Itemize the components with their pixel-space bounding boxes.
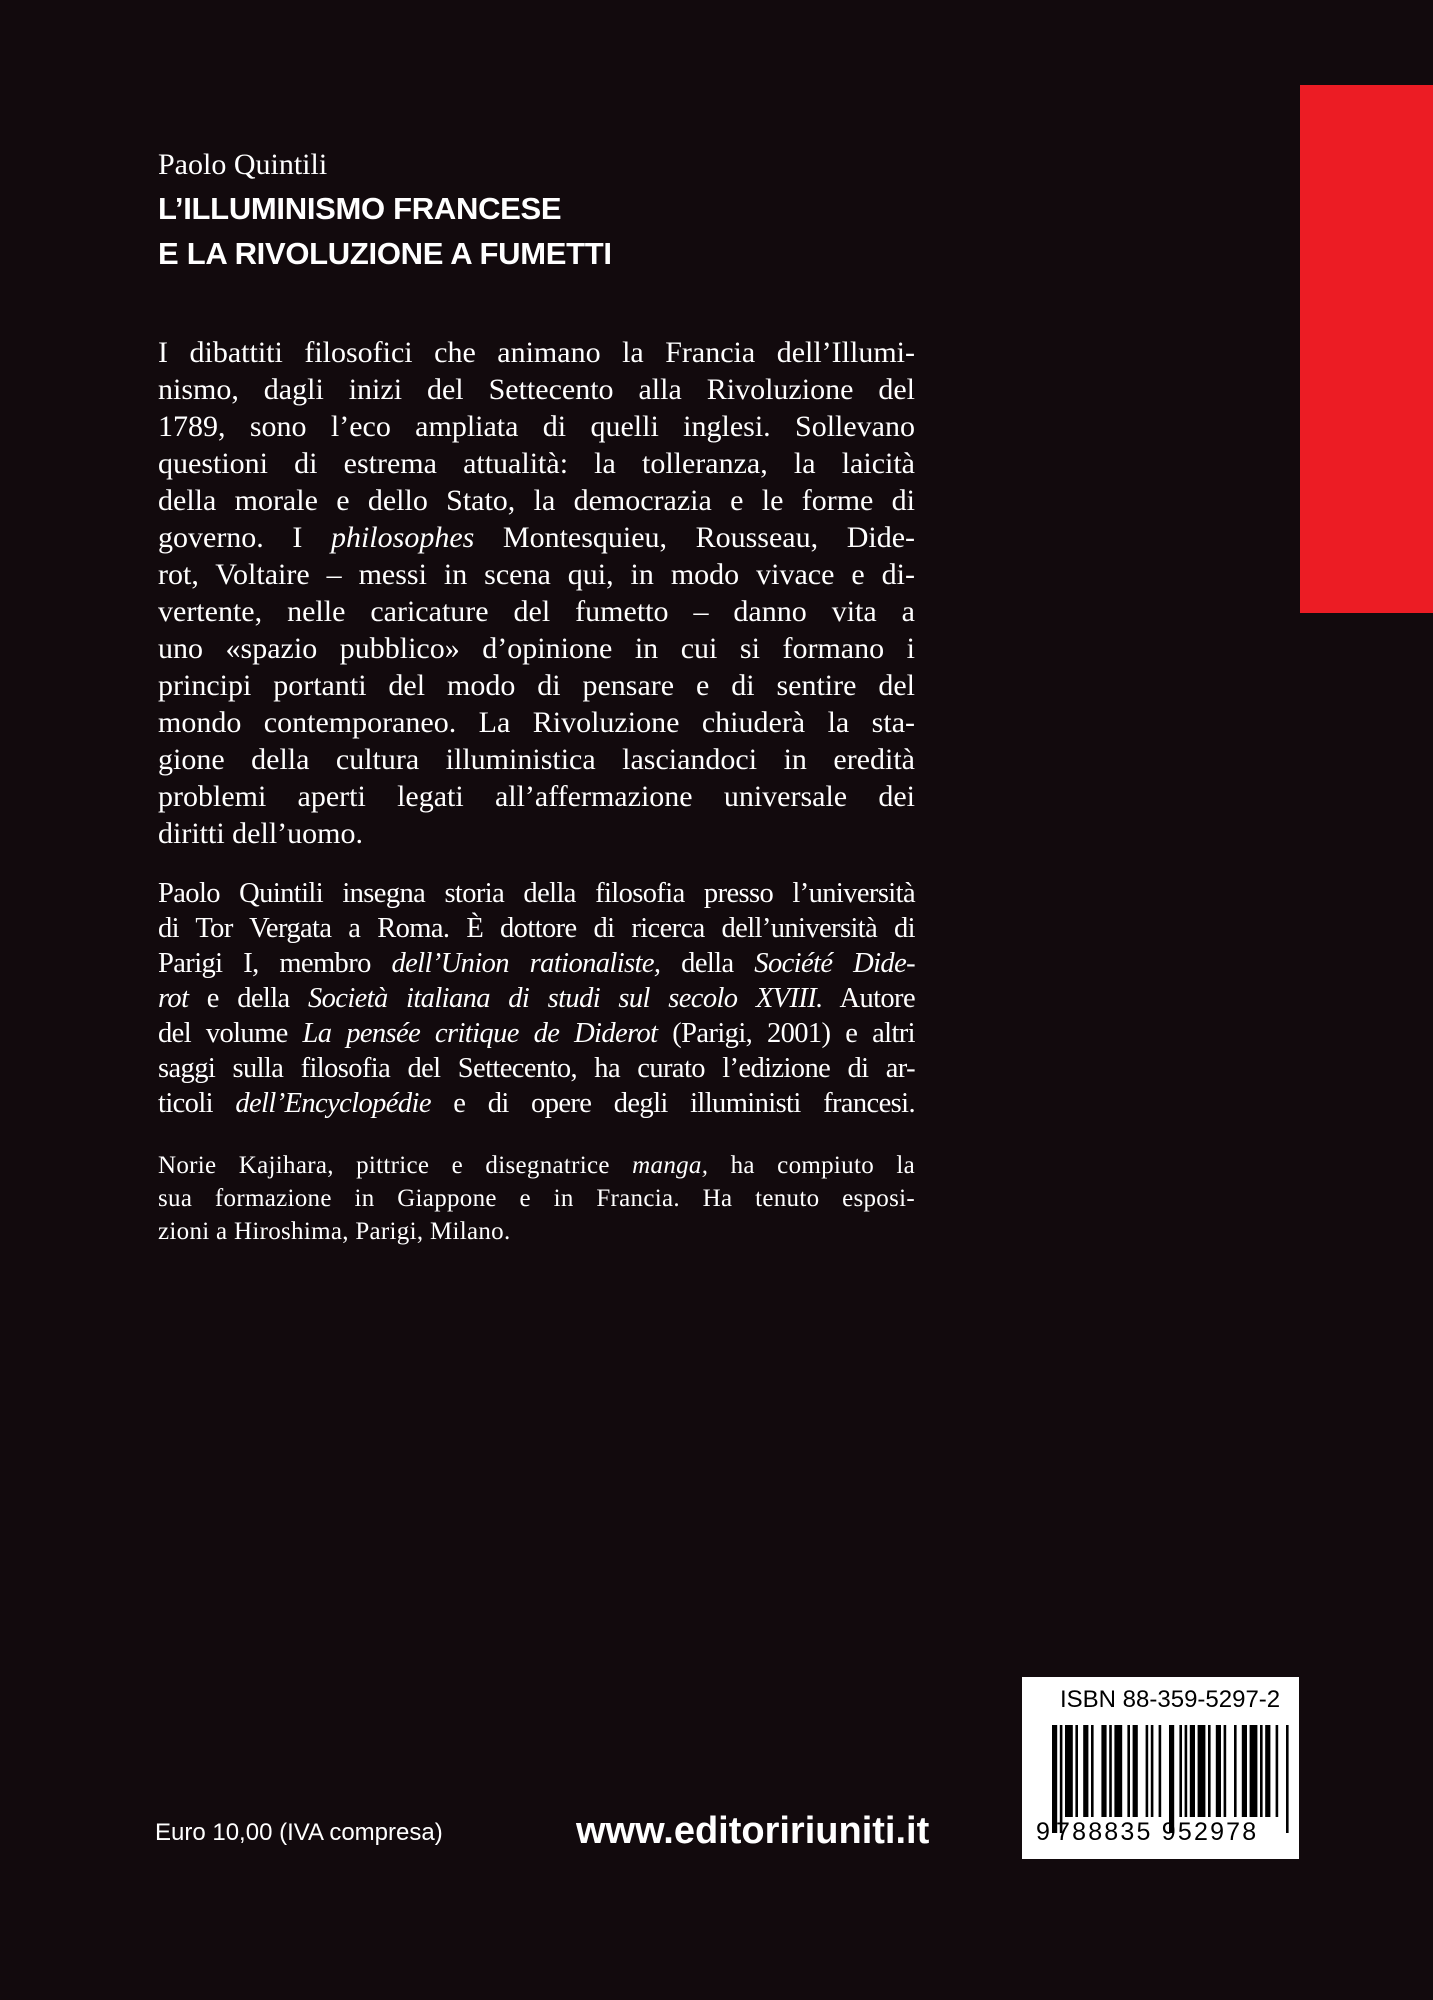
barcode-bar	[1224, 1725, 1227, 1817]
author-bio-line: saggi sulla filosofia del Settecento, ha curato l’edizione di ar-	[158, 1053, 915, 1084]
description-line: I dibattiti filosofici che animano la Francia dell’Illumi-	[158, 336, 915, 369]
author-bio	[158, 876, 915, 1121]
ean-first-digit: 9	[1036, 1818, 1050, 1846]
barcode-bar	[1083, 1725, 1088, 1817]
book-title	[158, 186, 612, 276]
description-line: questioni di estrema attualità: la tolleranza, la laicità	[158, 447, 915, 480]
barcode-bar	[1101, 1725, 1106, 1817]
author-bio-line: ticoli dell’Encyclopédie e di opere degli illuministi francesi.	[158, 1088, 915, 1119]
barcode-bar	[1286, 1725, 1289, 1833]
barcode-bar	[1190, 1725, 1195, 1817]
author-bio-line: Paolo Quintili insegna storia della filosofia presso l’università	[158, 878, 915, 909]
author-bio-line: Parigi I, membro dell’Union rationaliste, della Société Dide-	[158, 948, 916, 979]
description-line: uno «spazio pubblico» d’opinione in cui si formano i	[158, 632, 915, 665]
barcode-bar	[1208, 1725, 1211, 1817]
barcode-bar	[1242, 1725, 1247, 1817]
barcode-bar	[1091, 1725, 1094, 1817]
barcode-bar	[1065, 1725, 1073, 1817]
illustrator-bio-line: zioni a Hiroshima, Parigi, Milano.	[158, 1218, 511, 1245]
description-line: principi portanti del modo di pensare e di sentire del	[158, 669, 915, 702]
barcode-bar	[1265, 1725, 1270, 1817]
illustrator-bio	[158, 1149, 915, 1248]
barcode-bar	[1276, 1725, 1279, 1817]
book-description	[158, 334, 915, 852]
barcode-bar	[1114, 1725, 1122, 1817]
ean-digits: 788835 952978	[1056, 1818, 1259, 1846]
barcode-bar	[1133, 1725, 1138, 1817]
illustrator-bio-line: sua formazione in Giappone e in Francia. Ha tenuto esposi-	[158, 1185, 915, 1212]
barcode-bar	[1260, 1725, 1263, 1817]
barcode-bar	[1075, 1725, 1078, 1817]
book-title-line-2: E LA RIVOLUZIONE A FUMETTI	[158, 236, 612, 271]
barcode-bar	[1250, 1725, 1258, 1817]
barcode-bar	[1151, 1725, 1154, 1817]
barcode-bar	[1216, 1725, 1221, 1817]
description-line: governo. I philosophes Montesquieu, Rousseau, Dide-	[158, 521, 916, 554]
publisher-website: www.editoririuniti.it	[576, 1810, 930, 1852]
price-label: Euro 10,00 (IVA compresa)	[155, 1819, 443, 1846]
isbn-barcode	[1022, 1677, 1299, 1859]
description-line: diritti dell’uomo.	[158, 817, 363, 850]
barcode-bar	[1109, 1725, 1112, 1817]
barcode-bar	[1127, 1725, 1130, 1817]
barcode-bar	[1179, 1725, 1182, 1817]
barcode-bar	[1185, 1725, 1188, 1817]
description-line: 1789, sono l’eco ampliata di quelli inglesi. Sollevano	[158, 410, 915, 443]
description-line: problemi aperti legati all’affermazione universale dei	[158, 780, 915, 813]
barcode-bar	[1198, 1725, 1206, 1817]
barcode-bar	[1234, 1725, 1237, 1817]
illustrator-bio-line: Norie Kajihara, pittrice e disegnatrice manga, ha compiuto la	[158, 1152, 916, 1179]
description-line: della morale e dello Stato, la democrazia e le forme di	[158, 484, 915, 517]
author-name: Paolo Quintili	[158, 148, 328, 181]
author-bio-line: di Tor Vergata a Roma. È dottore di ricerca dell’università di	[158, 913, 915, 944]
barcode-bar	[1146, 1725, 1149, 1817]
red-accent-tab	[1300, 85, 1433, 613]
author-bio-line: rot e della Società italiana di studi sul secolo XVIII. Autore	[158, 983, 915, 1014]
book-title-line-1: L’ILLUMINISMO FRANCESE	[158, 191, 562, 226]
description-line: gione della cultura illuministica lasciandoci in eredità	[158, 743, 915, 776]
barcode-bar	[1159, 1725, 1162, 1817]
description-line: nismo, dagli inizi del Settecento alla Rivoluzione del	[158, 373, 915, 406]
description-line: vertente, nelle caricature del fumetto – danno vita a	[158, 595, 915, 628]
author-bio-line: del volume La pensée critique de Diderot (Parigi, 2001) e altri	[158, 1018, 915, 1049]
description-line: rot, Voltaire – messi in scena qui, in modo vivace e di-	[158, 558, 915, 591]
description-line: mondo contemporaneo. La Rivoluzione chiuderà la sta-	[158, 706, 915, 739]
isbn-label: ISBN 88-359-5297-2	[1060, 1686, 1281, 1713]
